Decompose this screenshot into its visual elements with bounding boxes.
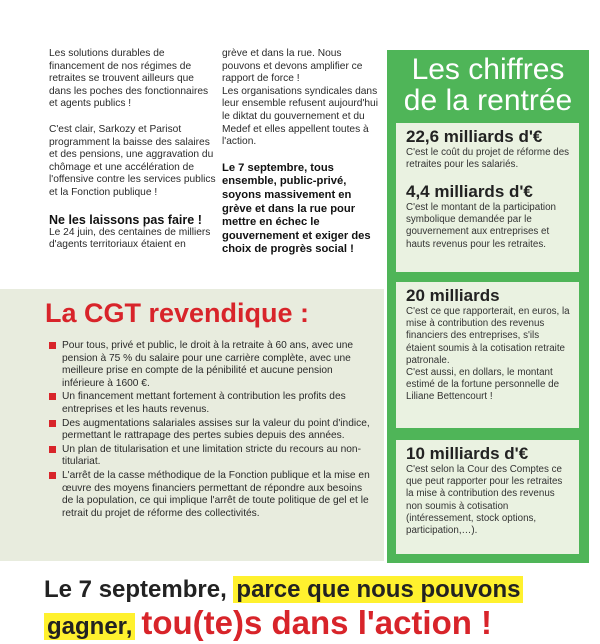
call-to-action-paragraph: Le 7 septembre, tous ensemble, public-privé, soyons massivement en grève et dans la rue pour mettre en échec le gouvernement et exiger des choix de progrès social !	[222, 161, 371, 256]
list-item	[49, 470, 375, 520]
stat-text: C'est selon la Cour des Comptes ce que peut rapporter pour les retraites la mise à contribution des revenus non soumis à cotisation (intéressement, stock options, participation,…).	[406, 464, 563, 537]
bullet-square-icon	[49, 472, 56, 479]
chiffres-title-line: Les chiffres	[411, 53, 565, 86]
stat-text: C'est ce que rapporterait, en euros, la mise à contribution des revenus financiers des entreprises, s'ils étaient soumis à la cotisation retraite patronale.	[406, 306, 570, 366]
stat-figure: 20 milliards	[406, 286, 500, 305]
slogan-line	[44, 576, 523, 604]
list-item	[49, 444, 375, 469]
demand-text: Un financement mettant fortement à contribution les profits des entreprises et les hauts revenus.	[62, 391, 346, 415]
slogan-highlight: parce que nous pouvons	[233, 576, 523, 603]
bullet-square-icon	[49, 342, 56, 349]
demand-text: Pour tous, privé et public, le droit à la retraite à 60 ans, avec une pension à 75 % du salaire pour une carrière complète, avec une meilleure prise en compte de la pénibilité et aucune pension inférieure à 1600 €.	[62, 340, 354, 389]
paragraph: Les solutions durables de financement de nos régimes de retraites se trouvent ailleurs que dans les poches des fonctionnaires et agents publics !	[49, 48, 209, 110]
stat-box	[396, 440, 579, 554]
stat-box	[396, 123, 579, 178]
stat-text: C'est aussi, en dollars, le montant estimé de la fortune personnelle de Liliane Bettencourt !	[406, 367, 560, 403]
slogan-date: Le 7 septembre,	[44, 576, 227, 603]
list-item	[49, 418, 375, 443]
section-heading: Ne les laissons pas faire !	[49, 212, 202, 227]
slogan-line	[44, 604, 492, 642]
bullet-square-icon	[49, 446, 56, 453]
list-item	[49, 391, 375, 416]
text-column-middle	[222, 48, 380, 270]
cgt-title: La CGT revendique :	[45, 298, 310, 328]
list-item	[49, 340, 375, 390]
stat-figure: 10 milliards d'€	[406, 444, 529, 463]
bullet-square-icon	[49, 420, 56, 427]
stat-text: C'est le coût du projet de réforme des retraites pour les salariés.	[406, 147, 570, 171]
paragraph: grève et dans la rue. Nous pouvons et devons amplifier ce rapport de force !	[222, 48, 363, 85]
stat-box	[396, 178, 579, 272]
stat-box	[396, 282, 579, 428]
chiffres-title-line: de la rentrée	[403, 84, 573, 117]
slogan-red: tou(te)s dans l'action !	[141, 604, 493, 641]
paragraph: C'est clair, Sarkozy et Parisot programment la baisse des salaires et des pensions, une aggravation du chômage et une accélération de l'offensive contre les services publics et la Fonction publique !	[49, 123, 216, 198]
text-column-left	[49, 48, 217, 252]
stat-text: C'est le montant de la participation symbolique demandée par le gouvernement aux entreprises et hauts revenus pour les retraites.	[406, 202, 556, 250]
demand-text: L'arrêt de la casse méthodique de la Fonction publique et la mise en œuvre des moyens financiers permettant de répondre aux besoins de la population, ce qui implique l'arrêt de toute politique de gel et le retrait du projet de réforme des collectivités.	[62, 469, 370, 519]
demand-text: Des augmentations salariales assises sur la valeur du point d'indice, permettant le rattrapage des pertes subies depuis des années.	[62, 417, 370, 442]
bullet-square-icon	[49, 393, 56, 400]
slogan-highlight: gagner,	[44, 613, 135, 640]
demands-list	[49, 340, 375, 521]
demand-text: Un plan de titularisation et une limitation stricte du recours au non-titulariat.	[62, 443, 361, 468]
paragraph: Les organisations syndicales dans leur ensemble refusent aujourd'hui le diktat du gouvernement et du Medef et elles appellent toutes à l'action.	[222, 85, 378, 148]
paragraph: Le 24 juin, des centaines de milliers d'agents territoriaux étaient en	[49, 226, 211, 251]
chiffres-title	[387, 54, 589, 116]
stat-figure: 22,6 milliards d'€	[406, 127, 543, 146]
stat-figure: 4,4 milliards d'€	[406, 182, 533, 201]
